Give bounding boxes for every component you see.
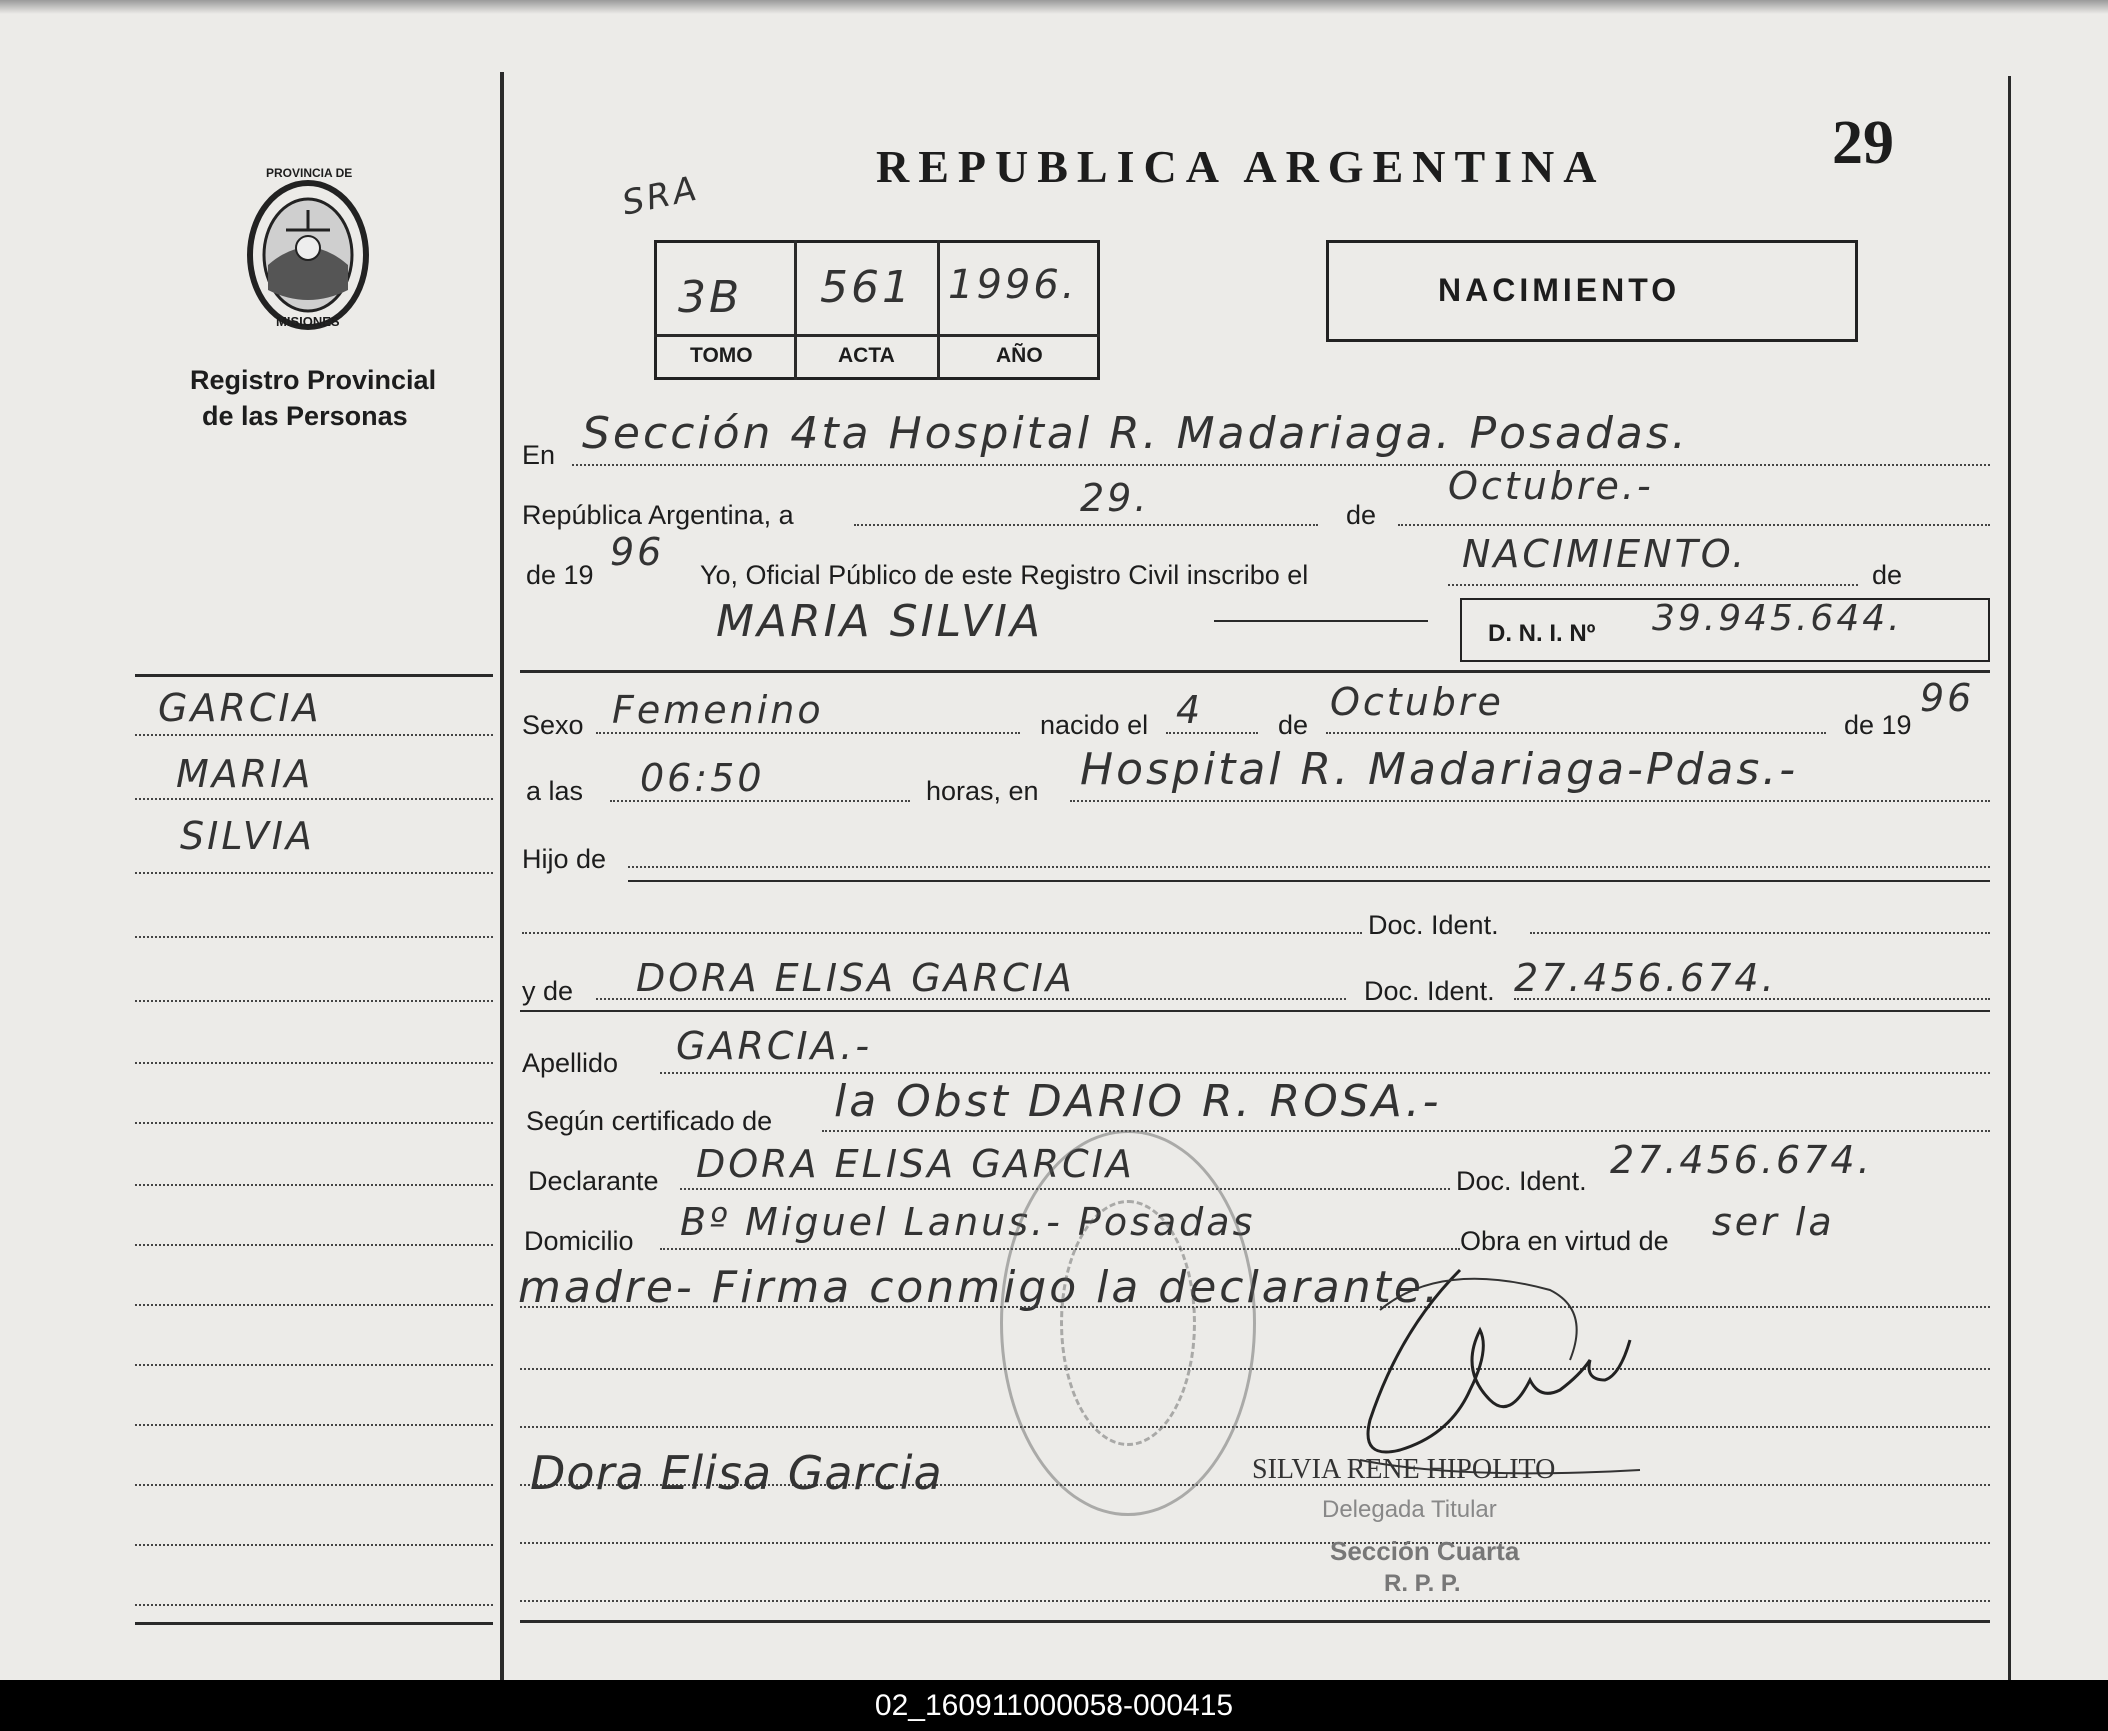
dni-label: D. N. I. Nº bbox=[1488, 620, 1596, 647]
left-margin-border bbox=[500, 72, 504, 1680]
nacido-month-line bbox=[1326, 732, 1826, 734]
de-label: de bbox=[1346, 500, 1377, 530]
section-divider-2 bbox=[520, 1010, 1990, 1012]
de19-label: de 19 bbox=[526, 560, 594, 590]
seal-text-bottom: MISIONES bbox=[276, 314, 340, 329]
margin-row bbox=[135, 1604, 493, 1606]
month-value: Octubre.- bbox=[1448, 464, 1654, 508]
dni-value: 39.945.644. bbox=[1652, 598, 1903, 639]
official-org: R. P. P. bbox=[1384, 1570, 1461, 1597]
nacido-day-line bbox=[1166, 732, 1258, 734]
yde-label: y de bbox=[522, 976, 574, 1006]
margin-top-line bbox=[135, 674, 493, 677]
acta-label: ACTA bbox=[838, 344, 895, 367]
hijo-double-line bbox=[628, 880, 1990, 882]
alas-label: a las bbox=[526, 776, 584, 806]
year-suffix: 96 bbox=[610, 530, 665, 574]
margin-first-name: MARIA bbox=[176, 752, 314, 796]
blank-row bbox=[520, 1368, 1990, 1370]
hijo-line bbox=[628, 866, 1990, 868]
margin-row bbox=[135, 936, 493, 938]
name-value: MARIA SILVIA bbox=[716, 596, 1044, 647]
hijo-label: Hijo de bbox=[522, 844, 607, 874]
margin-row bbox=[135, 1184, 493, 1186]
section-divider-1 bbox=[520, 670, 1990, 673]
bottom-line bbox=[520, 1620, 1990, 1623]
madre-doc-value: 27.456.674. bbox=[1514, 956, 1777, 1000]
official-stamp-inner bbox=[1060, 1200, 1196, 1446]
apellido-line bbox=[660, 1072, 1990, 1074]
day-value: 29. bbox=[1080, 476, 1150, 520]
record-divider-2 bbox=[937, 240, 940, 380]
margin-row bbox=[135, 872, 493, 874]
nacido-month: Octubre bbox=[1330, 680, 1504, 724]
official-role: Delegada Titular bbox=[1322, 1496, 1497, 1523]
republica-label: República Argentina, a bbox=[522, 500, 794, 530]
padre-line bbox=[522, 932, 1362, 934]
madre-value: DORA ELISA GARCIA bbox=[636, 956, 1075, 1000]
en-line bbox=[572, 464, 1990, 466]
sexo-line bbox=[596, 732, 1020, 734]
de-label-2: de bbox=[1872, 560, 1903, 590]
margin-row bbox=[135, 1364, 493, 1366]
margin-bottom-line bbox=[135, 1622, 493, 1625]
footer-id: 02_160911000058-000415 bbox=[0, 1680, 2108, 1731]
margin-row bbox=[135, 1000, 493, 1002]
madre-doc-line bbox=[1514, 998, 1990, 1000]
provincial-seal bbox=[238, 166, 378, 335]
tomo-label: TOMO bbox=[690, 344, 753, 367]
margin-row bbox=[135, 734, 493, 736]
official-section: Sección Cuarta bbox=[1330, 1536, 1520, 1566]
sheet-edge bbox=[0, 0, 2108, 14]
annotation-top: SRA bbox=[618, 168, 703, 224]
seal-text-top: PROVINCIA DE bbox=[266, 166, 353, 180]
margin-row bbox=[135, 1424, 493, 1426]
blank-row bbox=[520, 1600, 1990, 1602]
registry-line-2: de las Personas bbox=[202, 401, 408, 431]
de-label-3: de bbox=[1278, 710, 1309, 740]
blank-row bbox=[520, 1542, 1990, 1544]
blank-row bbox=[520, 1426, 1990, 1428]
nacido-day: 4 bbox=[1176, 688, 1204, 732]
domicilio-label: Domicilio bbox=[524, 1226, 634, 1256]
madre-doc-label: Doc. Ident. bbox=[1364, 976, 1495, 1006]
nacido-year: 96 bbox=[1920, 676, 1975, 720]
anio-value: 1996. bbox=[948, 262, 1078, 308]
seal-emblem-icon bbox=[238, 170, 378, 335]
declarante-doc-label: Doc. Ident. bbox=[1456, 1166, 1587, 1196]
inscribo-line bbox=[1448, 584, 1858, 586]
doc-type: NACIMIENTO bbox=[1438, 272, 1681, 308]
lugar-value: Hospital R. Madariaga-Pdas.- bbox=[1080, 744, 1799, 795]
inscribo-value: NACIMIENTO. bbox=[1462, 532, 1748, 576]
padre-doc-label: Doc. Ident. bbox=[1368, 910, 1499, 940]
margin-row bbox=[135, 1062, 493, 1064]
yo-label: Yo, Oficial Público de este Registro Civil inscribo el bbox=[700, 560, 1309, 590]
sexo-label: Sexo bbox=[522, 710, 584, 740]
declarante-value: DORA ELISA GARCIA bbox=[696, 1142, 1135, 1186]
declarante-doc-value: 27.456.674. bbox=[1610, 1138, 1873, 1182]
en-label: En bbox=[522, 440, 556, 470]
margin-row bbox=[135, 1304, 493, 1306]
margin-surname: GARCIA bbox=[158, 686, 322, 730]
margin-row bbox=[135, 1244, 493, 1246]
segun-line bbox=[822, 1130, 1990, 1132]
declarante-label: Declarante bbox=[528, 1166, 659, 1196]
lugar-line bbox=[1070, 800, 1990, 802]
hora-value: 06:50 bbox=[640, 756, 765, 800]
margin-row bbox=[135, 1484, 493, 1486]
sexo-value: Femenino bbox=[612, 688, 824, 732]
acta-value: 561 bbox=[820, 262, 913, 313]
official-name: SILVIA RENE HIPOLITO bbox=[1252, 1454, 1556, 1485]
padre-doc-line bbox=[1530, 932, 1990, 934]
segun-label: Según certificado de bbox=[526, 1106, 773, 1136]
name-underline bbox=[1214, 620, 1428, 622]
day-line bbox=[854, 524, 1318, 526]
de19-label-2: de 19 bbox=[1844, 710, 1912, 740]
obra-value: ser la bbox=[1712, 1200, 1835, 1244]
segun-value: la Obst DARIO R. ROSA.- bbox=[834, 1076, 1442, 1127]
margin-row bbox=[135, 1544, 493, 1546]
domicilio-value: Bº Miguel Lanus.- Posadas bbox=[680, 1200, 1256, 1244]
nacido-label: nacido el bbox=[1040, 710, 1149, 740]
en-value: Sección 4ta Hospital R. Madariaga. Posadas. bbox=[582, 408, 1689, 459]
document-title: REPUBLICA ARGENTINA bbox=[876, 141, 1606, 192]
month-line bbox=[1398, 524, 1990, 526]
hora-line bbox=[610, 800, 910, 802]
horas-label: horas, en bbox=[926, 776, 1039, 806]
registry-line-1: Registro Provincial bbox=[190, 365, 437, 395]
tomo-value: 3B bbox=[678, 272, 743, 323]
page-number: 29 bbox=[1832, 109, 1894, 177]
record-divider-1 bbox=[794, 240, 797, 380]
margin-row bbox=[135, 1122, 493, 1124]
anio-label: AÑO bbox=[996, 344, 1043, 367]
apellido-value: GARCIA.- bbox=[676, 1024, 873, 1068]
margin-second-name: SILVIA bbox=[180, 814, 315, 858]
madre-line bbox=[596, 998, 1346, 1000]
margin-row bbox=[135, 798, 493, 800]
record-label-line bbox=[654, 334, 1100, 337]
declarant-signature: Dora Elisa Garcia bbox=[530, 1446, 943, 1500]
right-border bbox=[2008, 76, 2011, 1680]
apellido-label: Apellido bbox=[522, 1048, 619, 1078]
extra-line: madre- Firma conmigo la declarante. bbox=[518, 1262, 1441, 1313]
obra-label: Obra en virtud de bbox=[1460, 1226, 1669, 1256]
